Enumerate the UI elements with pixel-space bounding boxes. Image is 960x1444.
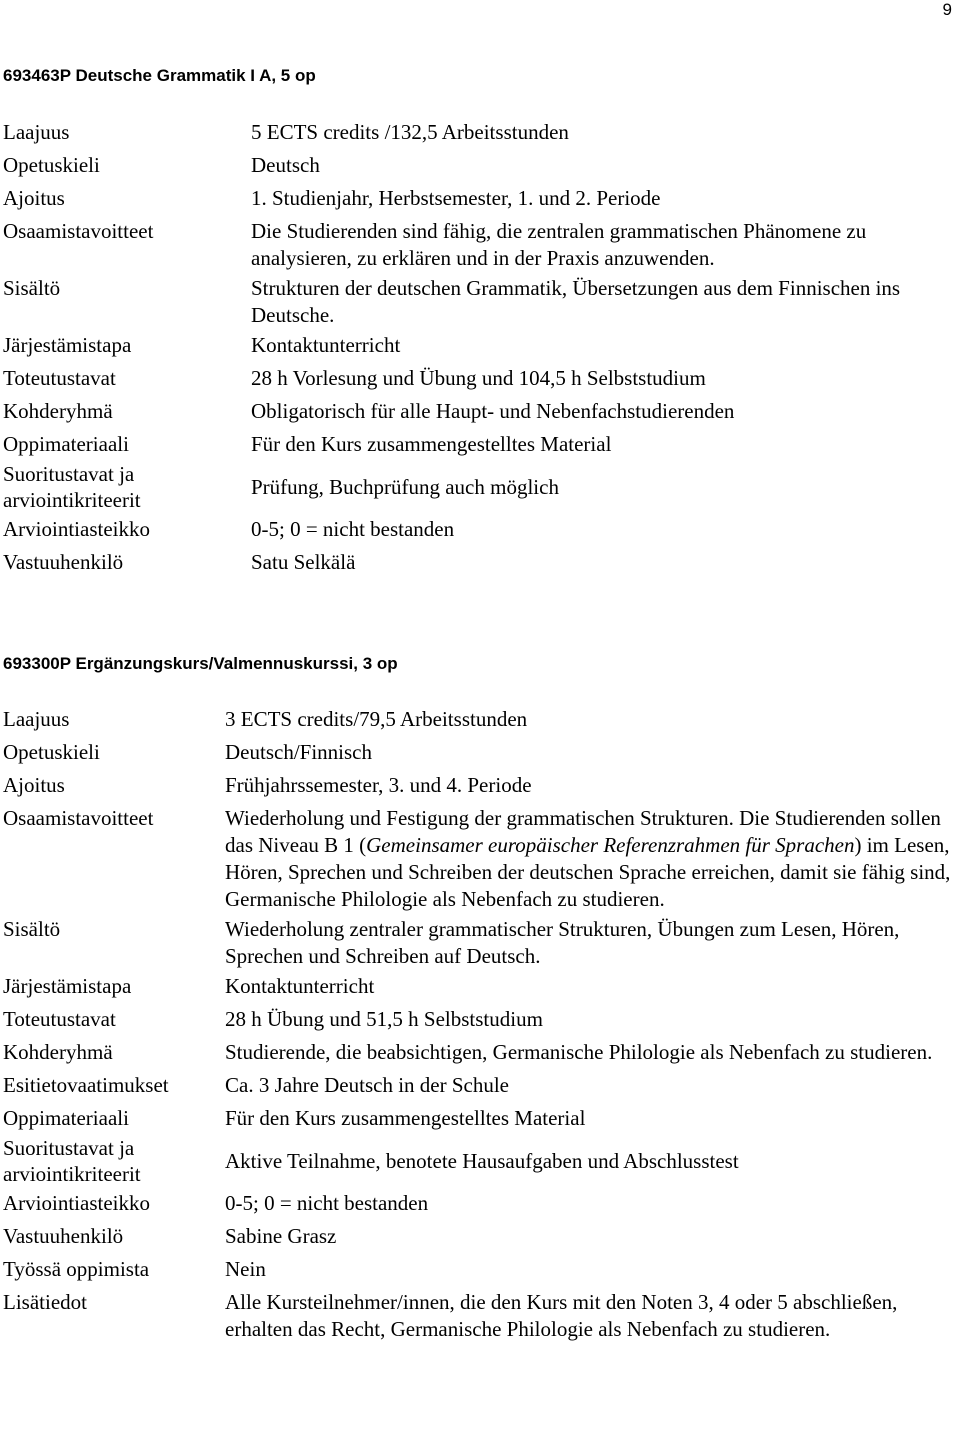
value-laajuus: 5 ECTS credits /132,5 Arbeitsstunden bbox=[251, 120, 569, 144]
value-oppimateriaali: Für den Kurs zusammengestelltes Material bbox=[225, 1106, 586, 1130]
value-arviointiasteikko: 0-5; 0 = nicht bestanden bbox=[251, 517, 455, 541]
value-opetuskieli: Deutsch bbox=[251, 153, 320, 177]
label-tyossa-oppimista: Työssä oppimista bbox=[3, 1257, 150, 1281]
label-vastuuhenkilo: Vastuuhenkilö bbox=[3, 1224, 124, 1248]
value-sisalto: Strukturen der deutschen Grammatik, Übersetzungen aus dem Finnischen ins Deutsche. bbox=[251, 276, 901, 327]
label-arviointiasteikko: Arviointiasteikko bbox=[3, 517, 150, 541]
label-laajuus: Laajuus bbox=[3, 120, 70, 144]
row-arviointiasteikko bbox=[3, 1187, 952, 1220]
row-suoritustavat bbox=[3, 461, 952, 513]
label-suoritustavat: Suoritustavat ja arviointikriteerit bbox=[3, 462, 141, 512]
row-laajuus bbox=[3, 116, 952, 149]
row-oppimateriaali bbox=[3, 428, 952, 461]
value-oppimateriaali: Für den Kurs zusammengestelltes Material bbox=[251, 432, 612, 456]
value-arviointiasteikko: 0-5; 0 = nicht bestanden bbox=[225, 1191, 429, 1215]
row-ajoitus bbox=[3, 182, 952, 215]
row-arviointiasteikko bbox=[3, 513, 952, 546]
value-opetuskieli: Deutsch/Finnisch bbox=[225, 740, 372, 764]
value-suoritustavat: Aktive Teilnahme, benotete Hausaufgaben und Abschlusstest bbox=[225, 1148, 739, 1173]
row-toteutustavat bbox=[3, 1003, 952, 1036]
label-sisalto: Sisältö bbox=[3, 917, 61, 941]
row-vastuuhenkilo bbox=[3, 1220, 952, 1253]
row-sisalto bbox=[3, 913, 952, 970]
label-jarjestamistapa: Järjestämistapa bbox=[3, 974, 132, 998]
row-kohderyhma bbox=[3, 1036, 952, 1069]
value-text: Wiederholung und Festigung der grammatischen Strukturen. Die Studierenden sollen das Niveau B 1 ( bbox=[225, 806, 941, 857]
label-esitietovaatimukset: Esitietovaatimukset bbox=[3, 1073, 169, 1097]
row-esitietovaatimukset bbox=[3, 1069, 952, 1102]
value-text: ) im Lesen, Hören, Sprechen und Schreiben der deutschen Sprache erreichen, damit sie fähig sind, Germanische Philologie als Nebenfach zu studieren. bbox=[225, 833, 951, 911]
row-ajoitus bbox=[3, 769, 952, 802]
value-ajoitus: Frühjahrssemester, 3. und 4. Periode bbox=[225, 773, 532, 797]
value-toteutustavat: 28 h Übung und 51,5 h Selbststudium bbox=[225, 1007, 543, 1031]
value-osaamistavoitteet: Die Studierenden sind fähig, die zentralen grammatischen Phänomene zu analysieren, zu erklären und in der Praxis anzuwenden. bbox=[251, 219, 867, 270]
label-oppimateriaali: Oppimateriaali bbox=[3, 432, 129, 456]
label-osaamistavoitteet: Osaamistavoitteet bbox=[3, 806, 154, 830]
label-opetuskieli: Opetuskieli bbox=[3, 153, 100, 177]
course-title-2: 693300P Ergänzungskurs/Valmennuskurssi, 3 op bbox=[3, 654, 398, 673]
label-suoritustavat: Suoritustavat ja arviointikriteerit bbox=[3, 1136, 141, 1186]
label-opetuskieli: Opetuskieli bbox=[3, 740, 100, 764]
label-kohderyhma: Kohderyhmä bbox=[3, 1040, 113, 1064]
value-jarjestamistapa: Kontaktunterricht bbox=[225, 974, 375, 998]
label-ajoitus: Ajoitus bbox=[3, 773, 65, 797]
label-osaamistavoitteet: Osaamistavoitteet bbox=[3, 219, 154, 243]
row-vastuuhenkilo bbox=[3, 546, 952, 579]
value-kohderyhma: Studierende, die beabsichtigen, Germanische Philologie als Nebenfach zu studieren. bbox=[225, 1040, 933, 1064]
value-jarjestamistapa: Kontaktunterricht bbox=[251, 333, 401, 357]
row-suoritustavat bbox=[3, 1135, 952, 1187]
value-osaamistavoitteet bbox=[225, 802, 952, 913]
row-laajuus bbox=[3, 703, 952, 736]
row-oppimateriaali bbox=[3, 1102, 952, 1135]
value-esitietovaatimukset: Ca. 3 Jahre Deutsch in der Schule bbox=[225, 1073, 510, 1097]
value-suoritustavat: Prüfung, Buchprüfung auch möglich bbox=[251, 474, 559, 499]
row-lisatiedot bbox=[3, 1286, 952, 1343]
label-kohderyhma: Kohderyhmä bbox=[3, 399, 113, 423]
row-toteutustavat bbox=[3, 362, 952, 395]
label-ajoitus: Ajoitus bbox=[3, 186, 65, 210]
value-vastuuhenkilo: Sabine Grasz bbox=[225, 1224, 337, 1248]
label-laajuus: Laajuus bbox=[3, 707, 70, 731]
row-kohderyhma bbox=[3, 395, 952, 428]
course-table-2 bbox=[3, 703, 952, 1343]
value-kohderyhma: Obligatorisch für alle Haupt- und Nebenfachstudierenden bbox=[251, 399, 735, 423]
label-toteutustavat: Toteutustavat bbox=[3, 1007, 116, 1031]
label-vastuuhenkilo: Vastuuhenkilö bbox=[3, 550, 124, 574]
row-jarjestamistapa bbox=[3, 329, 952, 362]
value-laajuus: 3 ECTS credits/79,5 Arbeitsstunden bbox=[225, 707, 528, 731]
label-lisatiedot: Lisätiedot bbox=[3, 1290, 87, 1314]
row-sisalto bbox=[3, 272, 952, 329]
course-table-1 bbox=[3, 116, 952, 579]
label-sisalto: Sisältö bbox=[3, 276, 61, 300]
label-oppimateriaali: Oppimateriaali bbox=[3, 1106, 129, 1130]
value-italic-reference: Gemeinsamer europäischer Referenzrahmen für Sprachen bbox=[366, 833, 855, 857]
value-vastuuhenkilo: Satu Selkälä bbox=[251, 550, 356, 574]
course-title-1: 693463P Deutsche Grammatik I A, 5 op bbox=[3, 66, 316, 85]
row-opetuskieli bbox=[3, 736, 952, 769]
page-number: 9 bbox=[942, 0, 952, 19]
label-toteutustavat: Toteutustavat bbox=[3, 366, 116, 390]
row-osaamistavoitteet bbox=[3, 802, 952, 913]
value-toteutustavat: 28 h Vorlesung und Übung und 104,5 h Selbststudium bbox=[251, 366, 706, 390]
label-arviointiasteikko: Arviointiasteikko bbox=[3, 1191, 150, 1215]
value-ajoitus: 1. Studienjahr, Herbstsemester, 1. und 2. Periode bbox=[251, 186, 661, 210]
label-jarjestamistapa: Järjestämistapa bbox=[3, 333, 132, 357]
row-osaamistavoitteet bbox=[3, 215, 952, 272]
row-opetuskieli bbox=[3, 149, 952, 182]
value-sisalto: Wiederholung zentraler grammatischer Strukturen, Übungen zum Lesen, Hören, Sprechen und Schreiben auf Deutsch. bbox=[225, 917, 900, 968]
value-lisatiedot: Alle Kursteilnehmer/innen, die den Kurs mit den Noten 3, 4 oder 5 abschließen, erhalten das Recht, Germanische Philologie als Nebenfach zu studieren. bbox=[225, 1290, 898, 1341]
row-tyossa-oppimista bbox=[3, 1253, 952, 1286]
row-jarjestamistapa bbox=[3, 970, 952, 1003]
value-tyossa-oppimista: Nein bbox=[225, 1257, 266, 1281]
